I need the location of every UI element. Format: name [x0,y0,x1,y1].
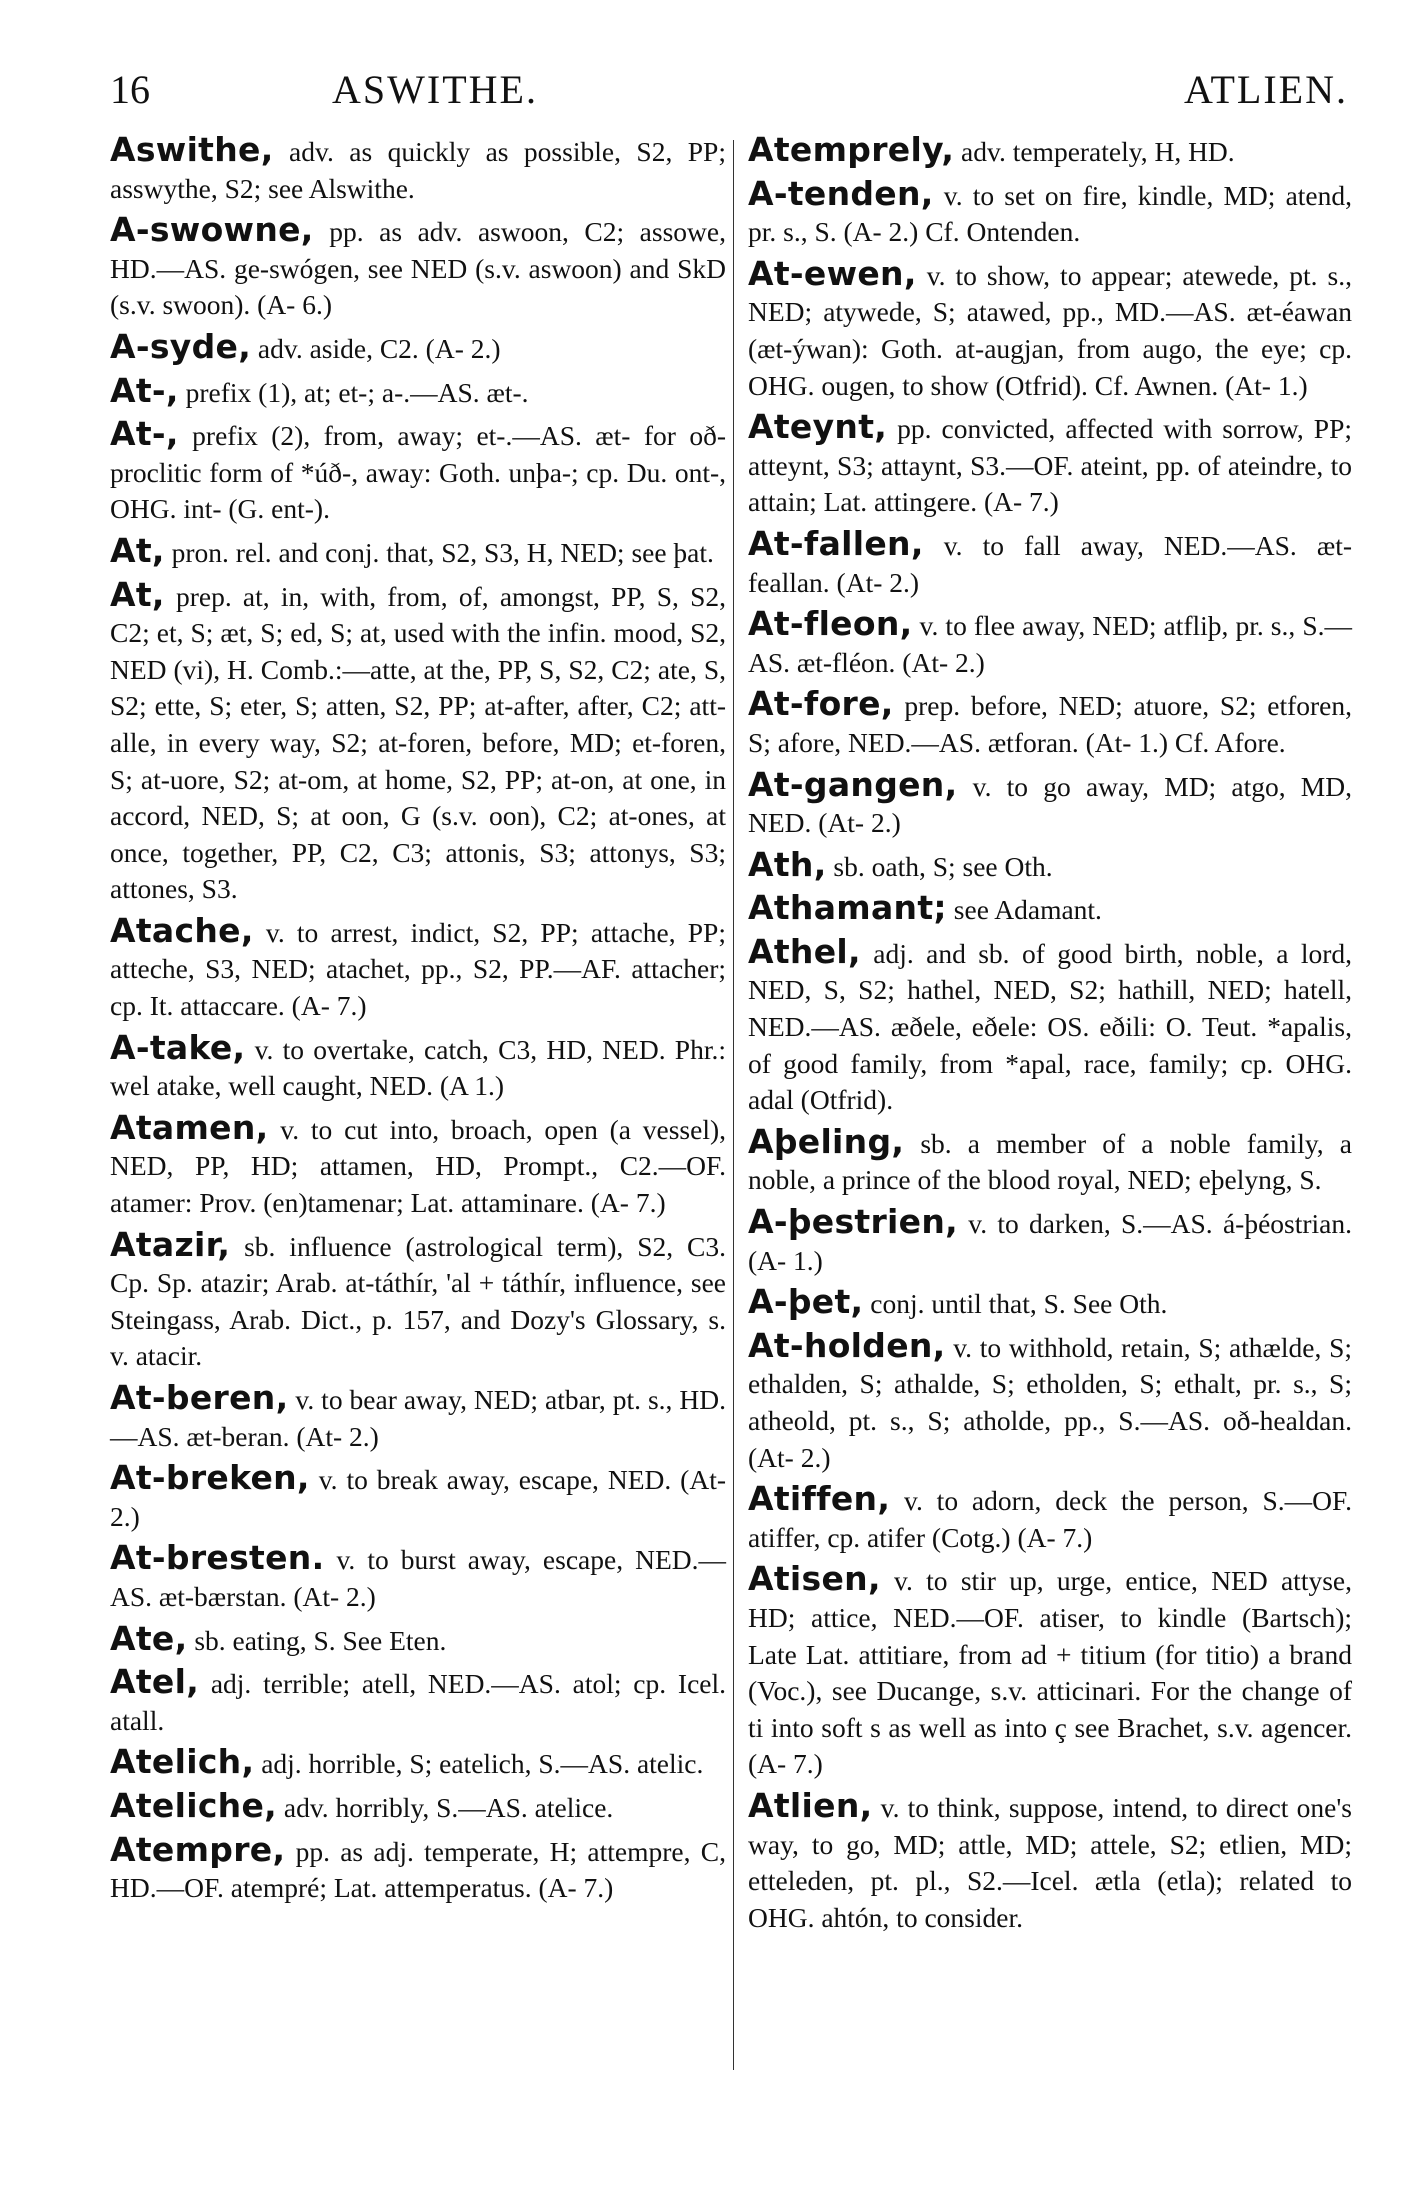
dictionary-entry [110,910,726,1025]
dictionary-entry [110,1460,726,1535]
dictionary-entry [748,1561,1352,1783]
entry-headword: A-þet, [748,1282,864,1322]
entry-definition: v. to overtake, catch, C3, HD, NED. Phr.: wel atake, well caught, NED. (A 1.) [110,1033,726,1102]
entry-definition: v. to burst away, escape, NED.—AS. æt-bærstan. (At- 2.) [110,1544,726,1612]
entry-headword: At-fallen, [748,523,924,563]
right-column [748,132,1352,1941]
dictionary-entry [748,844,1352,886]
left-column [110,132,726,1912]
dictionary-entry [748,1121,1352,1199]
entry-headword: Athamant; [748,888,947,928]
entry-headword: Athel, [748,931,861,971]
entry-definition: adv. horribly, S.—AS. atelice. [277,1791,614,1823]
entry-headword: At-fleon, [748,604,913,644]
column-divider [733,140,734,2070]
dictionary-entry [748,931,1352,1119]
dictionary-entry [110,1027,726,1105]
entry-headword: A-take, [110,1027,246,1067]
dictionary-entry [748,253,1352,404]
entry-headword: Atamen, [110,1107,269,1147]
dictionary-entry [110,1829,726,1907]
entry-headword: At, [110,574,165,614]
entry-headword: At-, [110,370,179,410]
dictionary-entry [748,764,1352,842]
entry-headword: Atlien, [748,1785,873,1825]
entry-definition: v. to flee away, NED; atfliþ, pr. s., S.—AS. æt-fléon. (At- 2.) [748,610,1352,678]
right-running-head: ATLIEN. [1184,67,1348,112]
dictionary-entry [110,530,726,572]
entry-headword: At, [110,530,165,570]
entry-definition: v. to adorn, deck the person, S.—OF. atiffer, cp. atifer (Cotg.) (A- 7.) [748,1485,1352,1553]
dictionary-entry [110,1224,726,1375]
dictionary-entry [110,212,726,324]
entry-definition: prefix (2), from, away; et-.—AS. æt- for oð- proclitic form of *úð-, away: Goth. unþa-; cp. Du. ont-, OHG. int- (G. ent-). [110,420,726,525]
dictionary-entry [748,606,1352,681]
dictionary-entry [110,1380,726,1455]
dictionary-entry [110,370,726,412]
left-running-head: ASWITHE. [332,67,538,112]
entry-definition: v. to think, suppose, intend, to direct one's way, to go, MD; attle, MD; attele, S2; etlien, MD; etteleden, pt. pl., S2.—Icel. ætla (etla); related to OHG. ahtón, to consider. [748,1791,1352,1933]
dictionary-entry [110,1664,726,1739]
entry-definition: v. to bear away, NED; atbar, pt. s., HD.—AS. æt-beran. (At- 2.) [110,1384,726,1452]
dictionary-entry [110,1540,726,1615]
entry-headword: Atempre, [110,1829,286,1869]
dictionary-entry [748,890,1352,929]
entry-definition: v. to show, to appear; atewede, pt. s., NED; atywede, S; atawed, pp., MD.—AS. æt-éawan (æt-ýwan): Goth. at-augjan, from augo, the eye; cp. OHG. ougen, to show (Otfrid). Cf. Awnen. (At- 1.) [748,259,1352,401]
page-header [110,66,1350,122]
entry-headword: At-beren, [110,1378,289,1417]
dictionary-entry [110,1785,726,1827]
entry-definition: conj. until that, S. See Oth. [863,1288,1168,1320]
dictionary-entry [110,1744,726,1783]
entry-definition: pp. as adv. aswoon, C2; assowe, HD.—AS. ge-swógen, see NED (s.v. aswoon) and SkD (s.v. swoon). (A- 6.) [110,216,726,321]
entry-headword: At-, [110,414,179,454]
entry-definition: prefix (1), at; et-; a-.—AS. æt-. [178,376,529,408]
dictionary-entry [748,1785,1352,1936]
entry-definition: v. to arrest, indict, S2, PP; attache, PP; atteche, S3, NED; atachet, pp., S2, PP.—AF. attacher; cp. It. attaccare. (A- 7.) [110,916,726,1022]
dictionary-entry [110,416,726,528]
entry-headword: Atache, [110,910,254,950]
entry-definition: sb. a member of a noble family, a noble, a prince of the blood royal, NED; eþelyng, S. [748,1127,1352,1196]
dictionary-entry [110,1107,726,1222]
entry-headword: At-gangen, [748,764,958,804]
dictionary-entry [748,409,1352,521]
entry-headword: Atel, [110,1662,200,1702]
entry-definition: v. to withhold, retain, S; athælde, S; ethalden, S; athalde, S; etholden, S; ethalt, pr. s., S; atheold, pt. s., S; atholde, pp., S.—AS. oð-healdan. (At- 2.) [748,1331,1352,1473]
entry-headword: Atisen, [748,1559,881,1599]
entry-headword: At-bresten. [110,1538,325,1578]
dictionary-entry [110,574,726,908]
dictionary-entry [748,1481,1352,1556]
entry-headword: Atemprely, [748,130,955,169]
entry-headword: A-þestrien, [748,1202,958,1242]
entry-headword: Ath, [748,844,827,884]
dictionary-entry [748,523,1352,601]
entry-headword: Atelich, [110,1742,255,1782]
entry-definition: sb. eating, S. See Eten. [187,1624,447,1656]
dictionary-entry [110,326,726,368]
entry-definition: see Adamant. [946,894,1102,926]
entry-headword: Aswithe, [110,130,274,169]
entry-definition: adv. temperately, H, HD. [954,136,1235,167]
entry-definition: prep. before, NED; atuore, S2; etforen, S; afore, NED.—AS. ætforan. (At- 1.) Cf. Afore. [748,690,1352,758]
entry-headword: At-ewen, [748,253,917,293]
entry-definition: v. to fall away, NED.—AS. æt-feallan. (At- 2.) [748,529,1352,598]
entry-definition: sb. influence (astrological term), S2, C3. Cp. Sp. atazir; Arab. at-táthír, 'al + táthír, influence, see Steingass, Arab. Dict., p. 157, and Dozy's Glossary, s. v. atacir. [110,1230,726,1372]
page-number: 16 [110,67,150,112]
dictionary-entry [110,132,726,207]
entry-definition: v. to set on fire, kindle, MD; atend, pr. s., S. (A- 2.) Cf. Ontenden. [748,179,1352,248]
entry-headword: Ate, [110,1618,188,1658]
entry-definition: adj. terrible; atell, NED.—AS. atol; cp. Icel. atall. [110,1668,726,1736]
dictionary-entry [748,173,1352,251]
entry-definition: pp. convicted, affected with sorrow, PP; atteynt, S3; attaynt, S3.—OF. ateint, pp. of ateindre, to attain; Lat. attingere. (A- 7.) [748,413,1352,518]
entry-definition: v. to cut into, broach, open (a vessel), NED, PP, HD; attamen, HD, Prompt., C2.—OF. atamer: Prov. (en)tamenar; Lat. attaminare. (A- 7.) [110,1113,726,1219]
entry-headword: At-holden, [748,1325,946,1365]
entry-definition: v. to go away, MD; atgo, MD, NED. (At- 2.) [748,770,1352,839]
dictionary-entry [748,686,1352,761]
entry-headword: A-syde, [110,326,252,366]
entry-definition: adj. and sb. of good birth, noble, a lord, NED, S, S2; hathel, NED, S2; hathill, NED; hatell, NED.—AS. æðele, eðele: OS. eðili: O. Teut. *apalis, of good family, from *apal, race, family; cp. OHG. adal (Otfrid). [748,937,1352,1116]
entry-headword: Atazir, [110,1224,231,1264]
dictionary-entry [748,132,1352,171]
entry-headword: At-fore, [748,684,894,724]
entry-definition: adj. horrible, S; eatelich, S.—AS. atelic. [254,1748,704,1780]
entry-headword: A-swowne, [110,210,314,250]
dictionary-entry [748,1204,1352,1279]
dictionary-entry [748,1325,1352,1476]
entry-headword: Atiffen, [748,1479,891,1519]
entry-headword: A-tenden, [748,173,934,213]
entry-definition: pron. rel. and conj. that, S2, S3, H, NED; see þat. [164,536,714,568]
dictionary-entry [748,1284,1352,1323]
entry-definition: v. to darken, S.—AS. á-þéostrian. (A- 1.) [748,1208,1352,1276]
entry-definition: pp. as adj. temperate, H; attempre, C, HD.—OF. atempré; Lat. attemperatus. (A- 7.) [110,1835,726,1904]
entry-definition: adv. aside, C2. (A- 2.) [251,332,501,364]
entry-definition: v. to stir up, urge, entice, NED attyse, HD; attice, NED.—OF. atiser, to kindle (Bartsch); Late Lat. attitiare, from ad + titium (for titio) a brand (Voc.), see Ducange, s.v. atticinari. For the change of ti into soft s as well as into ç see Brachet, s.v. agencer. (A- 7.) [748,1565,1352,1780]
entry-definition: v. to break away, escape, NED. (At- 2.) [110,1464,726,1532]
entry-definition: prep. at, in, with, from, of, amongst, PP, S, S2, C2; et, S; æt, S; ed, S; at, used with the infin. mood, S2, NED (vi), H. Comb.:—atte, at the, PP, S, S2, C2; ate, S, S2; ette, S; eter, S; atten, S2, PP; at-after, after, C2; att-alle, in every way, S2; at-foren, before, MD; et-foren, S; at-uore, S2; at-om, at home, S2, PP; at-on, at one, in accord, NED, S; at oon, G (s.v. oon), C2; at-ones, at once, together, PP, C2, C3; attonis, S3; attonys, S3; attones, S3. [110,580,726,905]
entry-headword: Ateynt, [748,407,888,447]
entry-headword: At-breken, [110,1458,310,1498]
dictionary-entry [110,1618,726,1660]
entry-definition: sb. oath, S; see Oth. [826,850,1053,882]
entry-definition: adv. as quickly as possible, S2, PP; asswythe, S2; see Alswithe. [110,136,726,204]
entry-headword: Aþeling, [748,1121,905,1161]
entry-headword: Ateliche, [110,1785,277,1825]
